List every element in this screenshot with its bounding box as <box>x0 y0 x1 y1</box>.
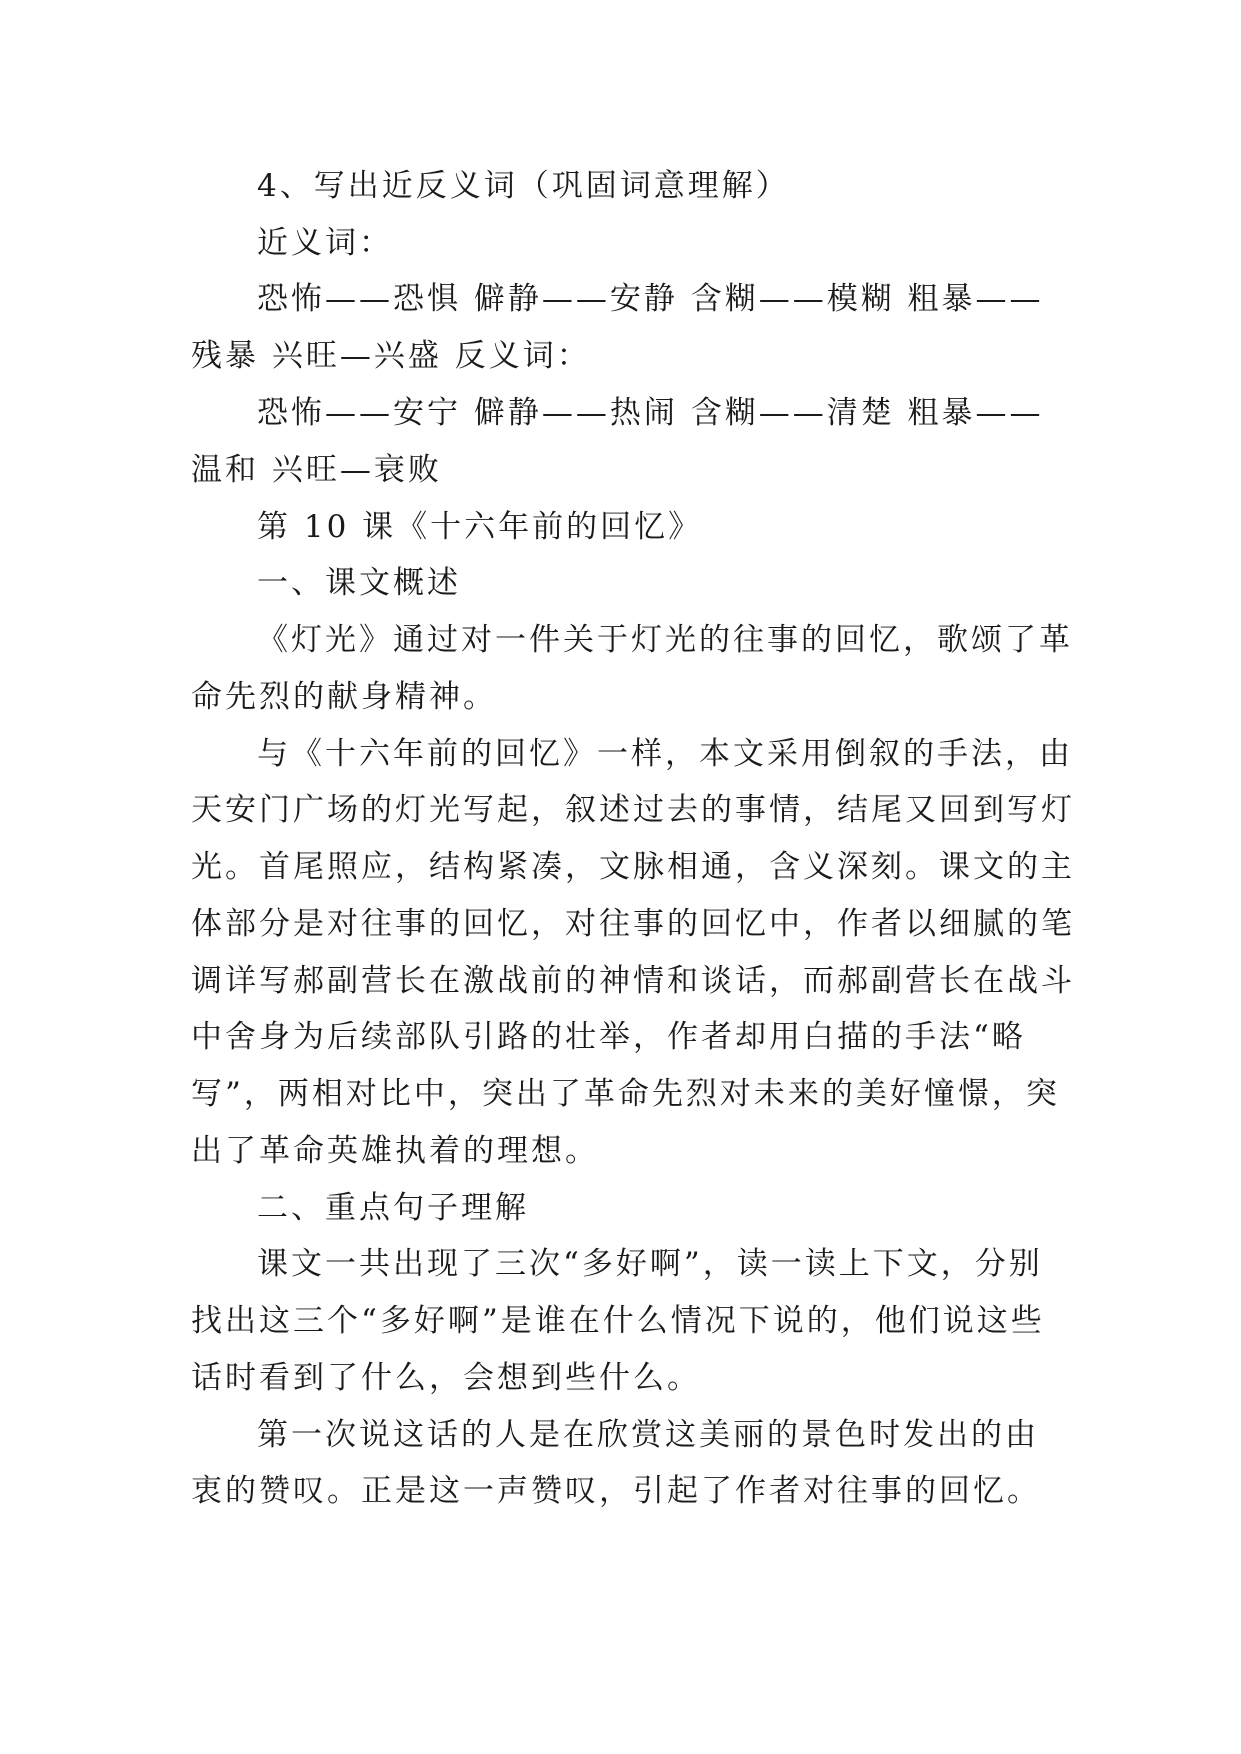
paragraph-line: 光。首尾照应，结构紧凑，文脉相通，含义深刻。课文的主 <box>191 849 1075 885</box>
synonyms-line-2: 残暴 兴旺—兴盛 反义词： <box>191 338 591 374</box>
synonyms-label: 近义词： <box>257 225 393 261</box>
paragraph-line: 衷的赞叹。正是这一声赞叹，引起了作者对往事的回忆。 <box>191 1473 1041 1509</box>
paragraph-line: 出了革命英雄执着的理想。 <box>191 1133 599 1169</box>
paragraph-line: 写”，两相对比中，突出了革命先烈对未来的美好憧憬，突 <box>191 1076 1060 1112</box>
paragraph-line: 课文一共出现了三次“多好啊”，读一读上下文，分别 <box>257 1246 1043 1282</box>
synonyms-line-1: 恐怖——恐惧 僻静——安静 含糊——模糊 粗暴—— <box>257 281 1044 317</box>
exercise-heading: 4、写出近反义词（巩固词意理解） <box>257 168 790 204</box>
paragraph-line: 调详写郝副营长在激战前的神情和谈话，而郝副营长在战斗 <box>191 963 1075 999</box>
antonyms-line-2: 温和 兴旺—衰败 <box>191 452 442 488</box>
paragraph-line: 与《十六年前的回忆》一样，本文采用倒叙的手法，由 <box>257 736 1073 772</box>
paragraph-line: 第一次说这话的人是在欣赏这美丽的景色时发出的由 <box>257 1417 1039 1453</box>
paragraph-line: 《灯光》通过对一件关于灯光的往事的回忆，歌颂了革 <box>257 622 1073 658</box>
paragraph-line: 话时看到了什么，会想到些什么。 <box>191 1360 701 1396</box>
paragraph-line: 体部分是对往事的回忆，对往事的回忆中，作者以细腻的笔 <box>191 906 1075 942</box>
antonyms-line-1: 恐怖——安宁 僻静——热闹 含糊——清楚 粗暴—— <box>257 395 1044 431</box>
section-heading-key-sentences: 二、重点句子理解 <box>257 1190 529 1226</box>
paragraph-line: 找出这三个“多好啊”是谁在什么情况下说的，他们说这些 <box>191 1303 1045 1339</box>
lesson-title: 第 10 课《十六年前的回忆》 <box>257 509 703 545</box>
paragraph-line: 命先烈的献身精神。 <box>191 679 497 715</box>
paragraph-line: 天安门广场的灯光写起，叙述过去的事情，结尾又回到写灯 <box>191 792 1075 828</box>
section-heading-overview: 一、课文概述 <box>257 565 461 601</box>
paragraph-line: 中舍身为后续部队引路的壮举，作者却用白描的手法“略 <box>191 1019 1026 1055</box>
